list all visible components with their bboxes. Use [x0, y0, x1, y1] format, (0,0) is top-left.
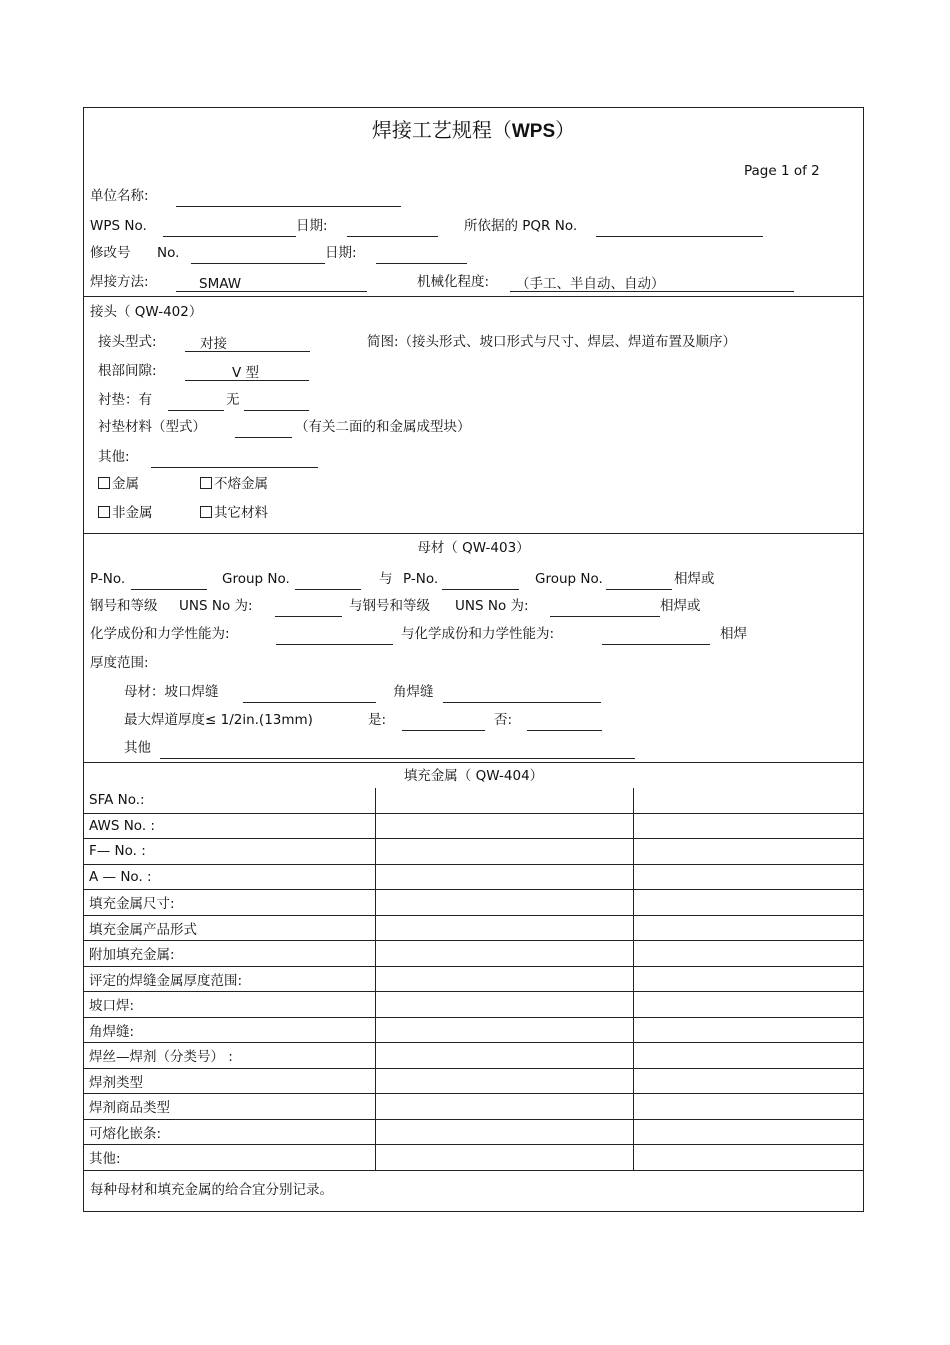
backing-no-label: 无	[226, 392, 240, 408]
filler-metal-section-title: 填充金属（ QW-404）	[403, 768, 544, 784]
filler-value-cell[interactable]	[375, 941, 633, 967]
table-row	[84, 1094, 863, 1120]
filler-value-cell[interactable]	[633, 992, 863, 1018]
uns-label: UNS No 为:	[179, 598, 253, 614]
filler-row-label: 焊剂类型	[84, 1068, 375, 1094]
filler-row-label: 填充金属尺寸:	[84, 890, 375, 916]
table-row	[84, 1043, 863, 1069]
filler-value-cell[interactable]	[633, 1145, 863, 1171]
filler-value-cell[interactable]	[633, 966, 863, 992]
filler-value-cell[interactable]	[633, 1094, 863, 1120]
table-row	[84, 839, 863, 865]
checkbox-icon	[98, 477, 110, 489]
groove-weld-field[interactable]	[243, 686, 376, 703]
unit-name-field[interactable]	[176, 190, 401, 207]
filler-value-cell[interactable]	[375, 1043, 633, 1069]
filler-row-label: 焊丝—焊剂（分类号） :	[84, 1043, 375, 1069]
filler-value-cell[interactable]	[633, 788, 863, 813]
yes-label: 是:	[368, 712, 387, 728]
revision-date-field[interactable]	[376, 247, 467, 264]
table-row	[84, 1145, 863, 1171]
filler-value-cell[interactable]	[375, 890, 633, 916]
table-row	[84, 890, 863, 916]
uns-field[interactable]	[275, 600, 342, 617]
filler-value-cell[interactable]	[633, 1043, 863, 1069]
filler-value-cell[interactable]	[375, 1094, 633, 1120]
backing-material-note: （有关二面的和金属成型块）	[295, 419, 471, 435]
filler-value-cell[interactable]	[633, 839, 863, 865]
checkbox-other-material[interactable]: 其它材料	[200, 505, 268, 521]
backing-material-field[interactable]	[235, 421, 292, 438]
filler-value-cell[interactable]	[633, 813, 863, 839]
filler-value-cell[interactable]	[633, 941, 863, 967]
page-number: Page 1 of 2	[744, 163, 820, 179]
backing-material-label: 衬垫材料（型式）	[98, 419, 206, 435]
table-row	[84, 864, 863, 890]
sketch-label: 简图:（接头形式、坡口形式与尺寸、焊层、焊道布置及顺序）	[367, 334, 737, 350]
revision-date-label: 日期:	[325, 245, 357, 261]
unit-name-label: 单位名称:	[90, 188, 149, 204]
weld-or-label: 相焊或	[674, 571, 715, 587]
checkbox-icon	[200, 477, 212, 489]
revision-label: 修改号	[90, 245, 131, 261]
joint-other-label: 其他:	[98, 449, 130, 465]
filler-row-label: 角焊缝:	[84, 1017, 375, 1043]
filler-value-cell[interactable]	[375, 915, 633, 941]
revision-no-field[interactable]	[191, 247, 325, 264]
base-metal-section-title: 母材（ QW-403）	[417, 540, 530, 556]
divider	[84, 762, 863, 763]
mechanization-field[interactable]: （手工、半自动、自动）	[510, 276, 794, 292]
filler-row-label: 填充金属产品形式	[84, 915, 375, 941]
table-row	[84, 992, 863, 1018]
steel-grade-label: 钢号和等级	[90, 598, 158, 614]
filler-row-label: AWS No. :	[84, 813, 375, 839]
table-row	[84, 1119, 863, 1145]
wps-no-label: WPS No.	[90, 218, 147, 234]
joint-type-field[interactable]: 对接	[185, 336, 310, 352]
filler-value-cell[interactable]	[375, 1119, 633, 1145]
weld-or2-label: 相焊或	[660, 598, 701, 614]
backing-no-field[interactable]	[244, 394, 309, 411]
pno2-field[interactable]	[442, 573, 519, 590]
filler-row-label: 其他:	[84, 1145, 375, 1171]
filler-value-cell[interactable]	[375, 813, 633, 839]
table-row	[84, 966, 863, 992]
divider	[84, 296, 863, 297]
with-steel-grade-label: 与钢号和等级	[349, 598, 430, 614]
filler-value-cell[interactable]	[375, 1068, 633, 1094]
root-gap-label: 根部间隙:	[98, 363, 157, 379]
group-no2-label: Group No.	[535, 571, 603, 587]
uns2-label: UNS No 为:	[455, 598, 529, 614]
filler-value-cell[interactable]	[375, 1145, 633, 1171]
filler-value-cell[interactable]	[375, 788, 633, 813]
backing-yes-field[interactable]	[168, 394, 224, 411]
base-metal-other-field[interactable]	[160, 742, 635, 759]
no-field[interactable]	[527, 714, 602, 731]
yes-field[interactable]	[402, 714, 485, 731]
table-row	[84, 788, 863, 813]
date-label: 日期:	[296, 218, 328, 234]
filler-footer-note: 每种母材和填充金属的给合宜分别记录。	[90, 1182, 333, 1198]
base-metal-other-label: 其他	[124, 740, 151, 756]
filler-row-label: 评定的焊缝金属厚度范围:	[84, 966, 375, 992]
checkbox-nonfusing-metal[interactable]: 不熔金属	[200, 476, 268, 492]
welding-method-field[interactable]: SMAW	[176, 276, 367, 292]
with-label: 与	[379, 571, 393, 587]
pno-label: P-No.	[90, 571, 126, 587]
page-title: 焊接工艺规程（WPS）	[371, 118, 576, 142]
uns2-field[interactable]	[550, 600, 660, 617]
root-gap-field[interactable]: V 型	[185, 365, 309, 381]
wps-form	[83, 107, 864, 1212]
date-field[interactable]	[347, 220, 438, 237]
group-no-label: Group No.	[222, 571, 290, 587]
revision-no-label: No.	[157, 245, 180, 261]
filler-row-label: 可熔化嵌条:	[84, 1119, 375, 1145]
filler-value-cell[interactable]	[633, 915, 863, 941]
thickness-range-label: 厚度范围:	[90, 655, 149, 671]
mechanization-label: 机械化程度:	[417, 274, 490, 290]
table-row	[84, 941, 863, 967]
joint-type-label: 接头型式:	[98, 334, 157, 350]
pno-field[interactable]	[131, 573, 207, 590]
filler-row-label: 焊剂商品类型	[84, 1094, 375, 1120]
filler-value-cell[interactable]	[633, 864, 863, 890]
filler-metal-table	[84, 788, 863, 1171]
filler-value-cell[interactable]	[375, 966, 633, 992]
checkbox-icon	[200, 506, 212, 518]
pqr-no-field[interactable]	[596, 220, 763, 237]
pno2-label: P-No.	[403, 571, 439, 587]
max-pass-thickness-label: 最大焊道厚度≤ 1/2in.(13mm)	[124, 712, 313, 728]
filler-value-cell[interactable]	[375, 1017, 633, 1043]
checkbox-icon	[98, 506, 110, 518]
pqr-no-label: 所依据的 PQR No.	[464, 218, 578, 234]
table-row	[84, 813, 863, 839]
fillet-weld-label: 角焊缝	[393, 684, 434, 700]
checkbox-metal[interactable]: 金属	[98, 476, 139, 492]
filler-value-cell[interactable]	[633, 1119, 863, 1145]
no-label: 否:	[494, 712, 513, 728]
filler-value-cell[interactable]	[633, 1068, 863, 1094]
table-row	[84, 1017, 863, 1043]
group-no2-field[interactable]	[606, 573, 672, 590]
filler-value-cell[interactable]	[375, 992, 633, 1018]
welding-method-label: 焊接方法:	[90, 274, 149, 290]
filler-value-cell[interactable]	[375, 839, 633, 865]
chem2-field[interactable]	[602, 628, 710, 645]
filler-row-label: SFA No.:	[84, 788, 375, 813]
joint-other-field[interactable]	[151, 451, 318, 468]
chem-label: 化学成份和力学性能为:	[90, 626, 230, 642]
wps-no-field[interactable]	[163, 220, 296, 237]
filler-row-label: 附加填充金属:	[84, 941, 375, 967]
table-row	[84, 1068, 863, 1094]
checkbox-nonmetal[interactable]: 非金属	[98, 505, 153, 521]
fillet-weld-field[interactable]	[443, 686, 601, 703]
with-chem-label: 与化学成份和力学性能为:	[401, 626, 555, 642]
joint-section-title: 接头（ QW-402）	[90, 304, 203, 320]
table-row	[84, 915, 863, 941]
group-no-field[interactable]	[295, 573, 361, 590]
filler-value-cell[interactable]	[633, 890, 863, 916]
filler-row-label: F— No. :	[84, 839, 375, 865]
divider	[84, 533, 863, 534]
groove-weld-label: 母材：坡口焊缝	[124, 684, 219, 700]
chem-field[interactable]	[276, 628, 393, 645]
filler-value-cell[interactable]	[375, 864, 633, 890]
backing-label: 衬垫：有	[98, 392, 152, 408]
filler-value-cell[interactable]	[633, 1017, 863, 1043]
filler-row-label: 坡口焊:	[84, 992, 375, 1018]
weld3-label: 相焊	[720, 626, 747, 642]
filler-row-label: A — No. :	[84, 864, 375, 890]
